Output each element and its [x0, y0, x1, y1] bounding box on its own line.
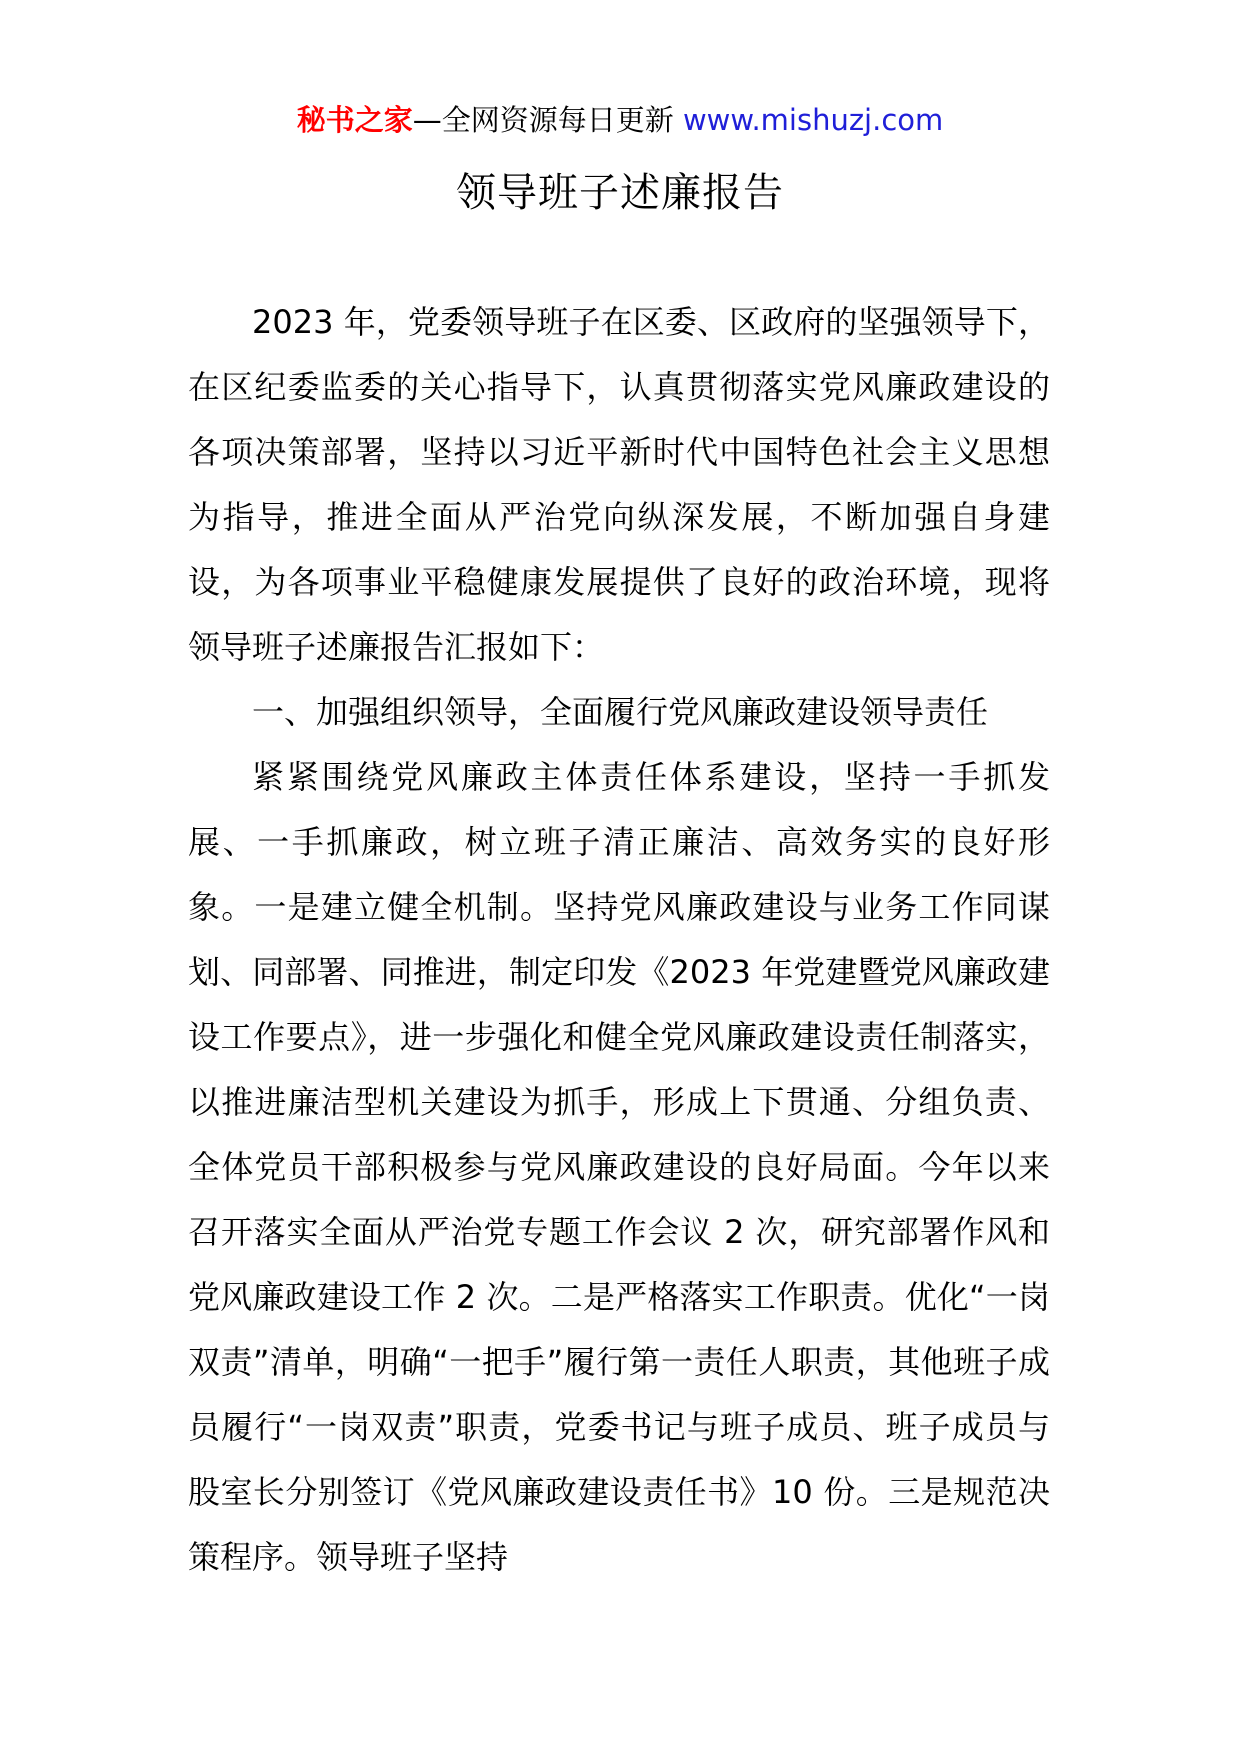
brand-name: 秘书之家 — [296, 103, 413, 137]
document-title: 领导班子述廉报告 — [456, 170, 784, 216]
section-heading-1: 一、加强组织领导，全面履行党风廉政建设领导责任 — [252, 693, 989, 731]
document-body — [188, 290, 1050, 1590]
section-1-paragraph: 紧紧围绕党风廉政主体责任体系建设，坚持一手抓发展、一手抓廉政，树立班子清正廉洁、高效务实的良好形象。一是建立健全机制。坚持党风廉政建设与业务工作同谋划、同部署、同推进，制定印发《2023 年党建暨党风廉政建设工作要点》，进一步强化和健全党风廉政建设责任制落实，以推进廉洁型机关建设为抓手，形成上下贯通、分组负责、全体党员干部积极参与党风廉政建设的良好局面。今年以来召开落实全面从严治党专题工作会议 2 次，研究部署作风和党风廉政建设工作 2 次。二是严格落实工作职责。优化“一岗双责”清单，明确“一把手”履行第一责任人职责，其他班子成员履行“一岗双责”职责，党委书记与班子成员、班子成员与股室长分别签订《党风廉政建设责任书》10 份。三是规范决策程序。领导班子坚持 — [188, 758, 1050, 1576]
site-header — [0, 100, 1240, 140]
header-tagline: —全网资源每日更新 — [412, 103, 674, 137]
site-url-link[interactable]: www.mishuzj.com — [682, 103, 944, 137]
intro-paragraph: 2023 年，党委领导班子在区委、区政府的坚强领导下，在区纪委监委的关心指导下，认真贯彻落实党风廉政建设的各项决策部署，坚持以习近平新时代中国特色社会主义思想为指导，推进全面从严治党向纵深发展，不断加强自身建设，为各项事业平稳健康发展提供了良好的政治环境，现将领导班子述廉报告汇报如下： — [188, 303, 1050, 666]
